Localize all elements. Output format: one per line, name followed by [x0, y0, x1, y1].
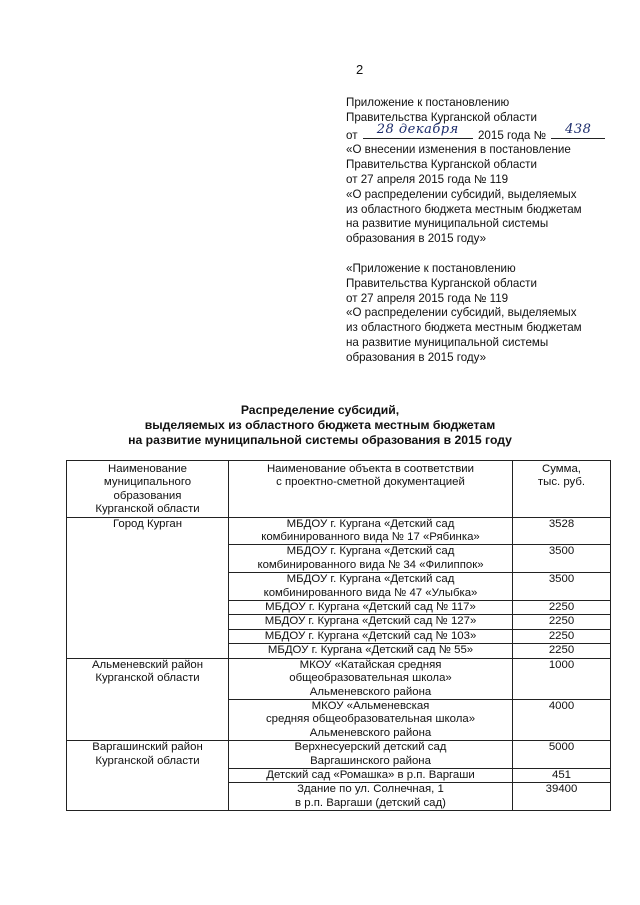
appendix-line: «О внесении изменения в постановление — [346, 143, 571, 157]
object-cell — [229, 768, 513, 782]
title-line: на развитие муниципальной системы образования в 2015 году — [128, 433, 512, 447]
cell-text-line: образования — [113, 489, 182, 502]
subsidy-table — [66, 460, 611, 811]
title-line: Распределение субсидий, — [240, 403, 400, 417]
document-title — [90, 403, 550, 448]
table-row — [67, 658, 611, 699]
cell-text-line: комбинированного вида № 17 «Рябинка» — [261, 531, 480, 544]
header-sum — [513, 461, 611, 518]
table-row — [67, 741, 611, 769]
cell-text-line: средняя общеобразовательная школа» — [265, 713, 476, 726]
cell-text-line: МБДОУ г. Кургана «Детский сад — [286, 545, 455, 558]
appendix-line: образования в 2015 году» — [346, 350, 487, 364]
cell-text-line: Варгашинский район — [92, 741, 203, 754]
table-header-row — [67, 461, 611, 518]
cell-text-line: Город Курган — [112, 517, 183, 530]
appendix-line: из областного бюджета местным бюджетам — [346, 202, 582, 216]
cell-text-line: Альменевского района — [309, 685, 432, 698]
sum-cell: 3500 — [513, 573, 611, 601]
cell-text-line: Курганской области — [95, 503, 200, 516]
cell-text-line: Курганской области — [95, 754, 200, 767]
handwritten-number: 438 — [565, 121, 592, 137]
cell-text-line: Альменевского района — [309, 726, 432, 739]
original-appendix-header — [346, 262, 636, 366]
appendix-date-line — [346, 121, 636, 144]
object-cell — [229, 783, 513, 811]
cell-text-line: комбинированного вида № 47 «Улыбка» — [263, 586, 478, 599]
appendix-line: «Приложение к постановлению — [346, 262, 516, 275]
sum-cell: 2250 — [513, 601, 611, 615]
year-label: 2015 года № — [477, 128, 547, 142]
sum-cell: 3528 — [513, 517, 611, 545]
cell-text-line: Детский сад «Ромашка» в р.п. Варгаши — [266, 768, 475, 781]
sum-cell: 2250 — [513, 644, 611, 658]
appendix-header — [346, 96, 636, 247]
appendix-line: образования в 2015 году» — [346, 232, 487, 246]
cell-text-line: МБДОУ г. Кургана «Детский сад № 55» — [267, 644, 474, 657]
sum-cell: 2250 — [513, 615, 611, 629]
cell-text-line: МБДОУ г. Кургана «Детский сад — [286, 517, 455, 530]
appendix-line: на развитие муниципальной системы — [346, 335, 549, 349]
object-cell — [229, 545, 513, 573]
cell-text-line: с проектно-сметной документацией — [276, 476, 465, 489]
sum-cell: 39400 — [513, 783, 611, 811]
date-blank — [363, 121, 473, 139]
cell-text-line: МБДОУ г. Кургана «Детский сад № 127» — [264, 615, 477, 628]
title-line: выделяемых из областного бюджета местным бюджетам — [144, 418, 496, 432]
cell-text-line: МКОУ «Катайская средняя — [299, 658, 442, 671]
appendix-line: «О распределении субсидий, выделяемых — [346, 187, 577, 201]
cell-text-line: МБДОУ г. Кургана «Детский сад — [286, 573, 455, 586]
cell-text-line: Наименование объекта в соответствии — [266, 463, 475, 475]
appendix-line: Правительства Курганской области — [346, 276, 537, 290]
cell-text-line: МБДОУ г. Кургана «Детский сад № 117» — [265, 601, 476, 614]
cell-text-line: Варгашинского района — [310, 754, 431, 767]
cell-text-line: Альменевский район — [91, 658, 204, 671]
object-cell — [229, 644, 513, 658]
municipality-cell — [67, 517, 229, 658]
cell-text-line: МКОУ «Альменевская — [311, 699, 430, 712]
object-cell — [229, 658, 513, 699]
page-number: 2 — [356, 62, 364, 77]
object-cell — [229, 573, 513, 601]
object-cell — [229, 517, 513, 545]
appendix-line: Правительства Курганской области — [346, 110, 537, 124]
from-label: от — [346, 128, 358, 142]
appendix-line: из областного бюджета местным бюджетам — [346, 321, 582, 335]
number-blank — [551, 121, 605, 139]
cell-text-line: муниципального — [103, 476, 192, 489]
appendix-line: на развитие муниципальной системы — [346, 217, 549, 231]
object-cell — [229, 699, 513, 740]
cell-text-line: Верхнесуерский детский сад — [294, 741, 447, 754]
handwritten-date: 28 декабря — [376, 121, 459, 137]
cell-text-line: тыс. руб. — [537, 476, 586, 489]
object-cell — [229, 741, 513, 769]
table-body — [67, 517, 611, 811]
appendix-line: Правительства Курганской области — [346, 158, 537, 172]
appendix-line: Приложение к постановлению — [346, 96, 510, 109]
sum-cell: 1000 — [513, 658, 611, 699]
sum-cell: 451 — [513, 768, 611, 782]
header-municipality — [67, 461, 229, 518]
municipality-cell — [67, 741, 229, 811]
object-cell — [229, 629, 513, 643]
cell-text-line: МБДОУ г. Кургана «Детский сад № 103» — [264, 629, 477, 642]
cell-text-line: комбинированного вида № 34 «Филиппок» — [257, 558, 484, 571]
appendix-line: от 27 апреля 2015 года № 119 — [346, 172, 509, 186]
table-row — [67, 517, 611, 545]
cell-text-line: Наименование — [108, 463, 187, 475]
sum-cell: 5000 — [513, 741, 611, 769]
cell-text-line: Сумма, — [542, 463, 581, 475]
sum-cell: 3500 — [513, 545, 611, 573]
cell-text-line: общеобразовательная школа» — [289, 672, 452, 685]
cell-text-line: в р.п. Варгаши (детский сад) — [295, 796, 446, 809]
cell-text-line: Курганской области — [95, 672, 200, 685]
sum-cell: 4000 — [513, 699, 611, 740]
appendix-line: «О распределении субсидий, выделяемых — [346, 306, 577, 320]
object-cell — [229, 601, 513, 615]
appendix-line: от 27 апреля 2015 года № 119 — [346, 291, 509, 305]
municipality-cell — [67, 658, 229, 740]
sum-cell: 2250 — [513, 629, 611, 643]
header-object — [229, 461, 513, 518]
cell-text-line: Здание по ул. Солнечная, 1 — [297, 783, 444, 796]
object-cell — [229, 615, 513, 629]
